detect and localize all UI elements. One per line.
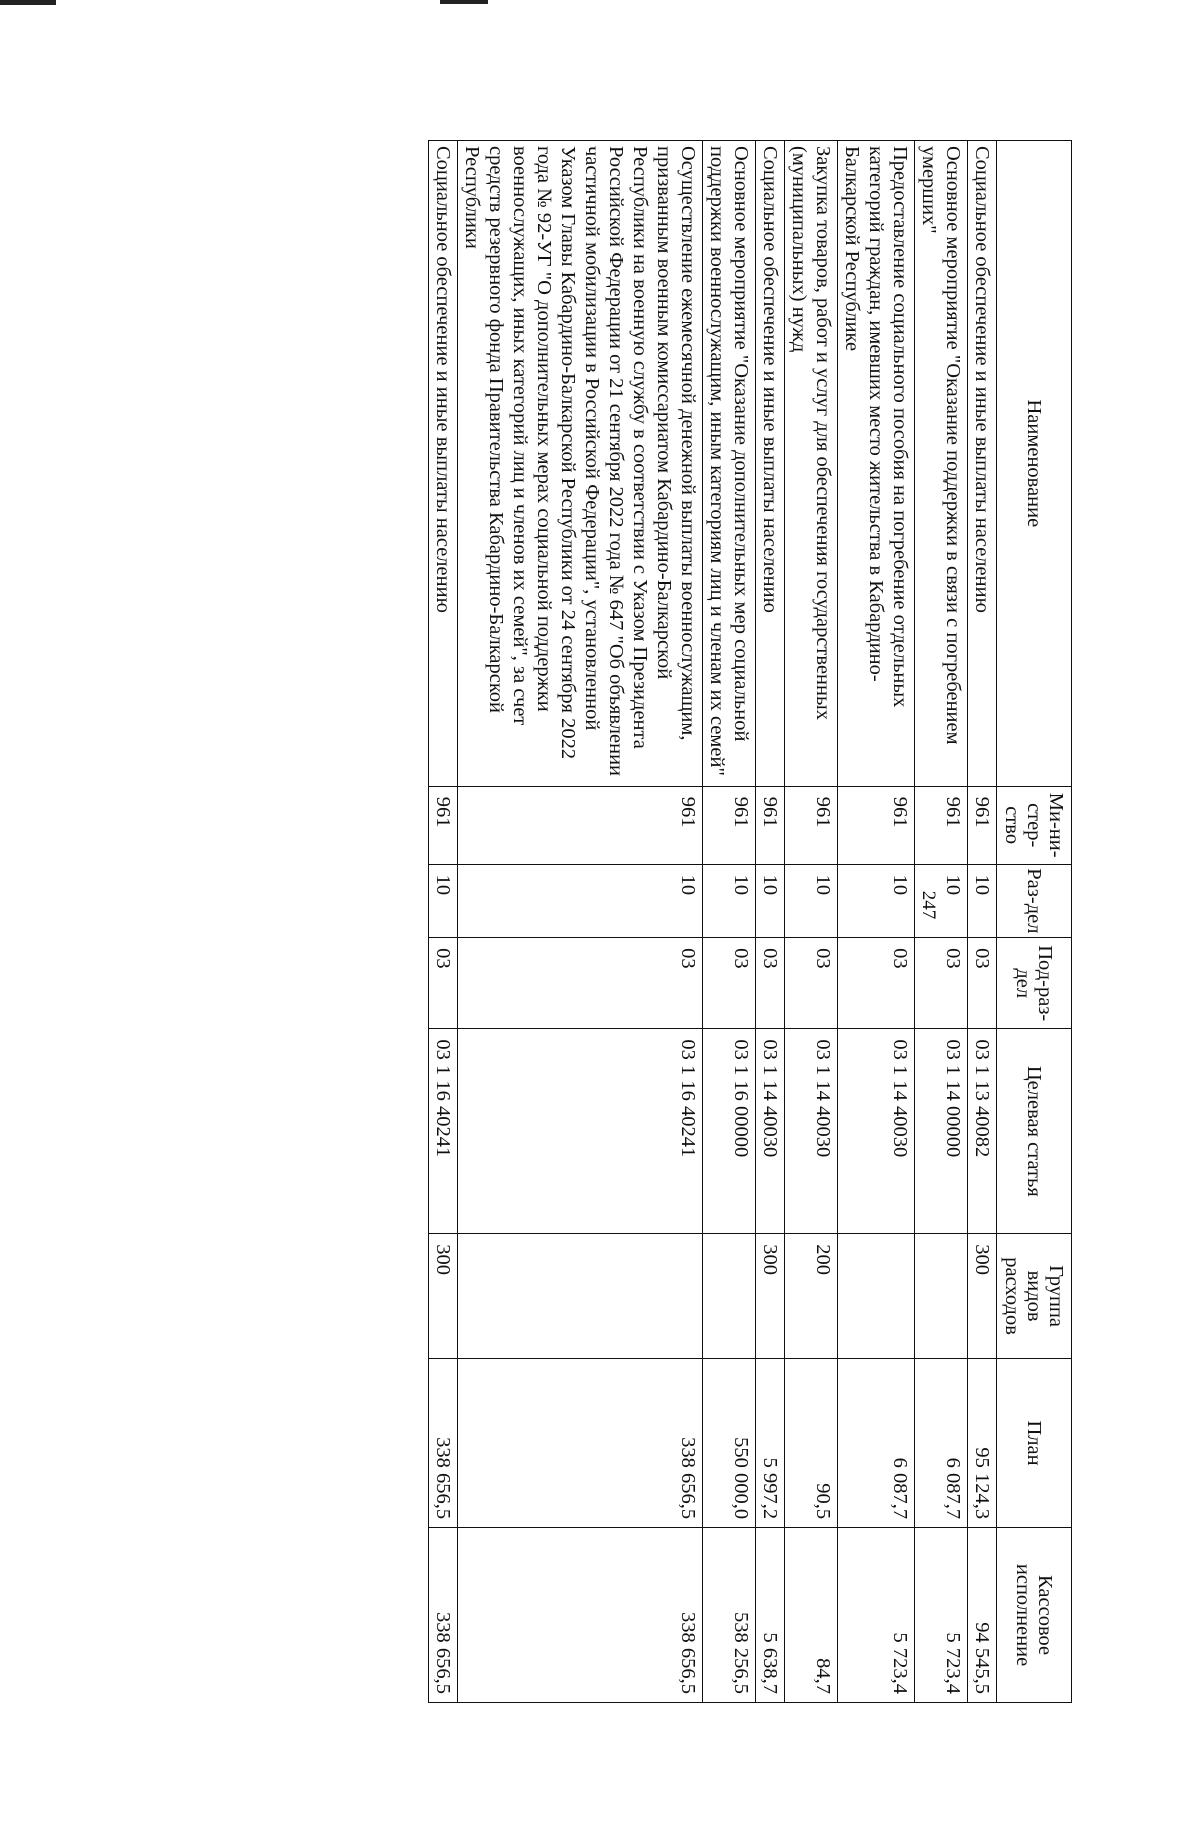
cell-execution: 338 656,5 — [458, 1528, 703, 1703]
cell-subsection: 03 — [703, 938, 756, 1029]
cell-plan: 90,5 — [785, 1358, 838, 1527]
cell-group: 300 — [756, 1234, 785, 1359]
cell-plan: 550 000,0 — [703, 1358, 756, 1527]
header-ministry: Ми-ни-стер-ство — [997, 786, 1072, 864]
rotated-table-sheet — [148, 140, 1072, 1837]
cell-subsection: 03 — [429, 938, 458, 1029]
header-execution: Кассовое исполнение — [997, 1528, 1072, 1703]
cell-target: 03 1 14 40030 — [838, 1029, 915, 1234]
cell-group: 200 — [785, 1234, 838, 1359]
cell-execution: 5 638,7 — [756, 1528, 785, 1703]
cell-plan: 338 656,5 — [458, 1358, 703, 1527]
cell-group — [703, 1234, 756, 1359]
cell-section: 10 — [703, 864, 756, 937]
cell-target: 03 1 14 00000 — [915, 1029, 968, 1234]
cell-name: Осуществление ежемесячной денежной выплаты военнослужащим, призванным военным комиссариатом Кабардино-Балкарской Республики на военную службу в соответствии с Указом Президента Российской Федерации от 21 сентября 2022 года № 647 "Об объявлении частичной мобилизации в Российской Федерации", установленной Указом Главы Кабардино-Балкарской Республики от 24 сентября 2022 года № 92-УГ "О дополнительных мерах социальной поддержки военнослужащих, иных категорий лиц и членов их семей", за счет средств резервного фонда Правительства Кабардино-Балкарской Республики — [458, 141, 703, 787]
cell-plan: 5 997,2 — [756, 1358, 785, 1527]
cell-ministry: 961 — [915, 786, 968, 864]
cell-execution: 94 545,5 — [968, 1528, 997, 1703]
cell-subsection: 03 — [915, 938, 968, 1029]
cell-name: Предоставление социального пособия на погребение отдельных категорий граждан, имевших место жительства в Кабардино-Балкарской Республике — [838, 141, 915, 787]
table-row — [785, 141, 838, 1703]
header-section: Раз-дел — [997, 864, 1072, 937]
cell-group: 300 — [429, 1234, 458, 1359]
cell-ministry: 961 — [429, 786, 458, 864]
cell-plan: 6 087,7 — [838, 1358, 915, 1527]
cell-execution: 338 656,5 — [429, 1528, 458, 1703]
cell-section: 10 — [915, 864, 968, 937]
cell-name: Основное мероприятие "Оказание поддержки в связи с погребением умерших" — [915, 141, 968, 787]
cell-ministry: 961 — [785, 786, 838, 864]
cell-plan: 338 656,5 — [429, 1358, 458, 1527]
header-name: Наименование — [997, 141, 1072, 787]
cell-ministry: 961 — [703, 786, 756, 864]
cell-section: 10 — [756, 864, 785, 937]
budget-table — [428, 140, 1072, 1703]
table-row — [458, 141, 703, 1703]
cell-subsection: 03 — [838, 938, 915, 1029]
table-row — [838, 141, 915, 1703]
cell-execution: 84,7 — [785, 1528, 838, 1703]
cell-group — [458, 1234, 703, 1359]
cell-name: Социальное обеспечение и иные выплаты населению — [756, 141, 785, 787]
cell-ministry: 961 — [458, 786, 703, 864]
cell-target: 03 1 13 40082 — [968, 1029, 997, 1234]
page-number: 247 — [918, 890, 939, 920]
cell-ministry: 961 — [756, 786, 785, 864]
cell-group — [838, 1234, 915, 1359]
table-row — [429, 141, 458, 1703]
scan-edge-mark — [440, 0, 488, 4]
cell-execution: 5 723,4 — [915, 1528, 968, 1703]
cell-name: Основное мероприятие "Оказание дополнительных мер социальной поддержки военнослужащим, иным категориям лиц и членам их семей" — [703, 141, 756, 787]
cell-subsection: 03 — [785, 938, 838, 1029]
header-plan: План — [997, 1358, 1072, 1527]
cell-plan: 6 087,7 — [915, 1358, 968, 1527]
header-target: Целевая статья — [997, 1029, 1072, 1234]
cell-name: Социальное обеспечение и иные выплаты населению — [429, 141, 458, 787]
table-row — [703, 141, 756, 1703]
cell-name: Социальное обеспечение и иные выплаты населению — [968, 141, 997, 787]
header-subsection: Под-раз-дел — [997, 938, 1072, 1029]
cell-ministry: 961 — [838, 786, 915, 864]
cell-target: 03 1 16 40241 — [458, 1029, 703, 1234]
cell-section: 10 — [968, 864, 997, 937]
cell-group — [915, 1234, 968, 1359]
cell-subsection: 03 — [458, 938, 703, 1029]
table-row — [915, 141, 968, 1703]
cell-group: 300 — [968, 1234, 997, 1359]
cell-execution: 538 256,5 — [703, 1528, 756, 1703]
cell-execution: 5 723,4 — [838, 1528, 915, 1703]
header-group: Группа видов расходов — [997, 1234, 1072, 1359]
table-body — [429, 141, 997, 1703]
cell-subsection: 03 — [968, 938, 997, 1029]
table-row — [968, 141, 997, 1703]
cell-subsection: 03 — [756, 938, 785, 1029]
cell-ministry: 961 — [968, 786, 997, 864]
cell-target: 03 1 14 40030 — [756, 1029, 785, 1234]
cell-section: 10 — [458, 864, 703, 937]
cell-section: 10 — [785, 864, 838, 937]
table-row — [756, 141, 785, 1703]
cell-target: 03 1 16 40241 — [429, 1029, 458, 1234]
cell-plan: 95 124,3 — [968, 1358, 997, 1527]
cell-target: 03 1 14 40030 — [785, 1029, 838, 1234]
cell-section: 10 — [429, 864, 458, 937]
table-header-row — [997, 141, 1072, 1703]
cell-section: 10 — [838, 864, 915, 937]
scan-edge-mark — [0, 0, 56, 5]
cell-target: 03 1 16 00000 — [703, 1029, 756, 1234]
cell-name: Закупка товаров, работ и услуг для обеспечения государственных (муниципальных) нужд — [785, 141, 838, 787]
